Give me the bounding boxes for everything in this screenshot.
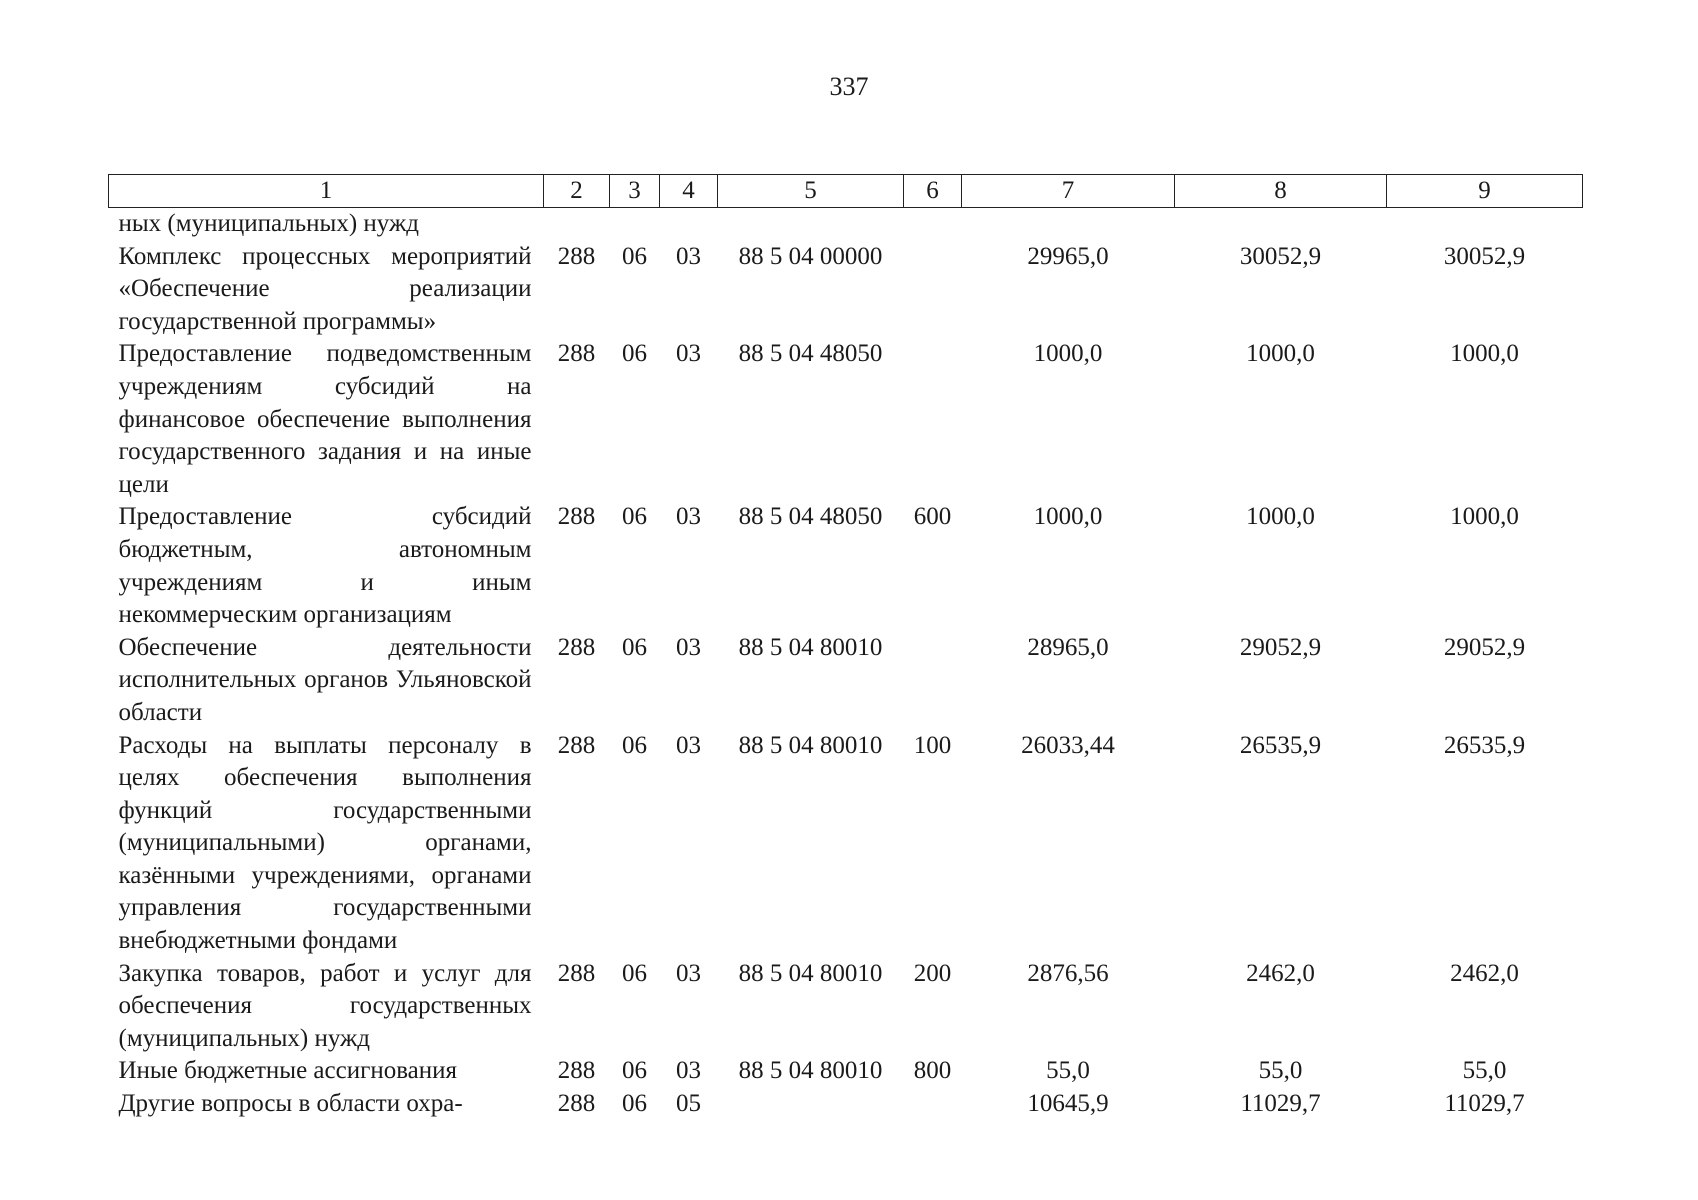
row-amount-7: 55,0	[1046, 1057, 1090, 1085]
column-header-7: 7	[962, 175, 1175, 208]
row-expense-type: 600	[913, 503, 952, 531]
row-name: Другие вопросы в области охра-	[118, 1090, 463, 1118]
column-header-4: 4	[660, 175, 718, 208]
row-section: 06	[622, 633, 647, 661]
row-ministry: 288	[557, 633, 596, 661]
row-target-code: 88 5 04 80010	[738, 959, 883, 987]
row-expense-type	[904, 632, 962, 730]
row-section: 06	[622, 340, 647, 368]
row-subsection: 05	[676, 1090, 701, 1118]
row-name: ных (муниципальных) нужд	[118, 210, 419, 237]
column-header-8: 8	[1175, 175, 1387, 208]
column-header-2: 2	[544, 175, 610, 208]
row-amount-7: 26033,44	[1021, 731, 1115, 759]
row-amount-8: 1000,0	[1246, 503, 1315, 531]
table-row	[109, 1088, 1583, 1121]
row-amount-9: 2462,0	[1450, 959, 1519, 987]
row-ministry	[544, 208, 610, 241]
row-section: 06	[622, 731, 647, 759]
row-amount-8: 55,0	[1258, 1057, 1303, 1085]
table-row	[109, 241, 1583, 339]
row-subsection: 03	[676, 1057, 701, 1085]
row-amount-9: 55,0	[1462, 1057, 1507, 1085]
row-name: Предоставление субсидий бюджетным, автономным учреждениям и иным некоммерческим организациям	[118, 503, 532, 629]
row-amount-7: 1000,0	[1033, 503, 1103, 531]
row-amount-9: 29052,9	[1443, 633, 1526, 661]
header-row	[109, 175, 1583, 208]
column-header-1: 1	[109, 175, 544, 208]
row-expense-type: 800	[913, 1057, 952, 1085]
row-amount-8: 1000,0	[1246, 340, 1315, 368]
row-amount-9: 1000,0	[1450, 503, 1519, 531]
row-amount-8: 26535,9	[1239, 731, 1322, 759]
row-target-code: 88 5 04 48050	[738, 503, 883, 531]
row-amount-8: 29052,9	[1239, 633, 1322, 661]
page-number: 337	[829, 72, 869, 101]
row-section: 06	[622, 1057, 647, 1085]
row-target-code: 88 5 04 80010	[738, 1057, 883, 1085]
row-amount-8: 11029,7	[1240, 1090, 1321, 1118]
row-amount-7: 2876,56	[1027, 959, 1109, 987]
row-subsection: 03	[676, 242, 701, 270]
row-amount-9: 1000,0	[1450, 340, 1519, 368]
row-subsection: 03	[676, 731, 701, 759]
row-amount-9	[1387, 208, 1583, 241]
row-name: Предоставление подведомственным учреждениям субсидий на финансовое обеспечение выполнения государственного задания и на иные цели	[118, 340, 532, 498]
row-section: 06	[622, 503, 647, 531]
row-amount-8	[1175, 208, 1387, 241]
table-row	[109, 1055, 1583, 1088]
row-ministry: 288	[557, 340, 596, 368]
row-subsection	[660, 208, 718, 241]
row-ministry: 288	[557, 1057, 596, 1085]
row-expense-type	[904, 208, 962, 241]
row-amount-8: 30052,9	[1239, 242, 1322, 270]
row-subsection: 03	[676, 340, 701, 368]
row-expense-type	[904, 241, 962, 339]
row-subsection: 03	[676, 959, 701, 987]
row-amount-9: 30052,9	[1443, 242, 1526, 270]
row-amount-7: 29965,0	[1027, 242, 1109, 270]
table-row	[109, 338, 1583, 501]
row-section	[610, 208, 660, 241]
row-subsection: 03	[676, 503, 701, 531]
row-name: Обеспечение деятельности исполнительных органов Ульяновской области	[118, 633, 532, 726]
table-row	[109, 208, 1583, 241]
row-ministry: 288	[557, 1090, 596, 1118]
row-target-code: 88 5 04 48050	[738, 340, 883, 368]
column-header-6: 6	[904, 175, 962, 208]
row-amount-8: 2462,0	[1246, 959, 1315, 987]
row-target-code: 88 5 04 80010	[738, 731, 883, 759]
table-row	[109, 730, 1583, 958]
row-subsection: 03	[676, 633, 701, 661]
column-header-9: 9	[1387, 175, 1583, 208]
table-row	[109, 958, 1583, 1056]
row-ministry: 288	[557, 242, 596, 270]
table-row	[109, 501, 1583, 631]
row-expense-type: 200	[913, 959, 952, 987]
column-header-5: 5	[718, 175, 904, 208]
row-target-code	[718, 208, 904, 241]
row-section: 06	[622, 959, 647, 987]
row-section: 06	[622, 1090, 647, 1118]
row-name: Расходы на выплаты персоналу в целях обеспечения выполнения функций государственными (муниципальными) органами, казёнными учреждениями, органами управления государственными внебюджетными фондами	[118, 731, 532, 955]
row-ministry: 288	[557, 503, 596, 531]
row-amount-9: 11029,7	[1444, 1090, 1525, 1118]
row-target-code	[718, 1088, 904, 1121]
row-amount-9: 26535,9	[1443, 731, 1526, 759]
row-name: Закупка товаров, работ и услуг для обеспечения государственных (муниципальных) нужд	[118, 959, 532, 1052]
budget-table	[108, 174, 1583, 1121]
row-name: Иные бюджетные ассигнования	[118, 1057, 458, 1085]
row-target-code: 88 5 04 00000	[738, 242, 883, 270]
table-row	[109, 632, 1583, 730]
row-expense-type	[904, 338, 962, 501]
row-amount-7	[962, 208, 1175, 241]
row-name: Комплекс процессных мероприятий «Обеспечение реализации государственной программы»	[118, 242, 532, 335]
row-amount-7: 28965,0	[1027, 633, 1109, 661]
row-amount-7: 10645,9	[1027, 1090, 1109, 1118]
row-target-code: 88 5 04 80010	[738, 633, 883, 661]
row-expense-type	[904, 1088, 962, 1121]
row-expense-type: 100	[913, 731, 952, 759]
row-ministry: 288	[557, 731, 596, 759]
row-amount-7: 1000,0	[1033, 340, 1103, 368]
column-header-3: 3	[610, 175, 660, 208]
row-ministry: 288	[557, 959, 596, 987]
row-section: 06	[622, 242, 647, 270]
